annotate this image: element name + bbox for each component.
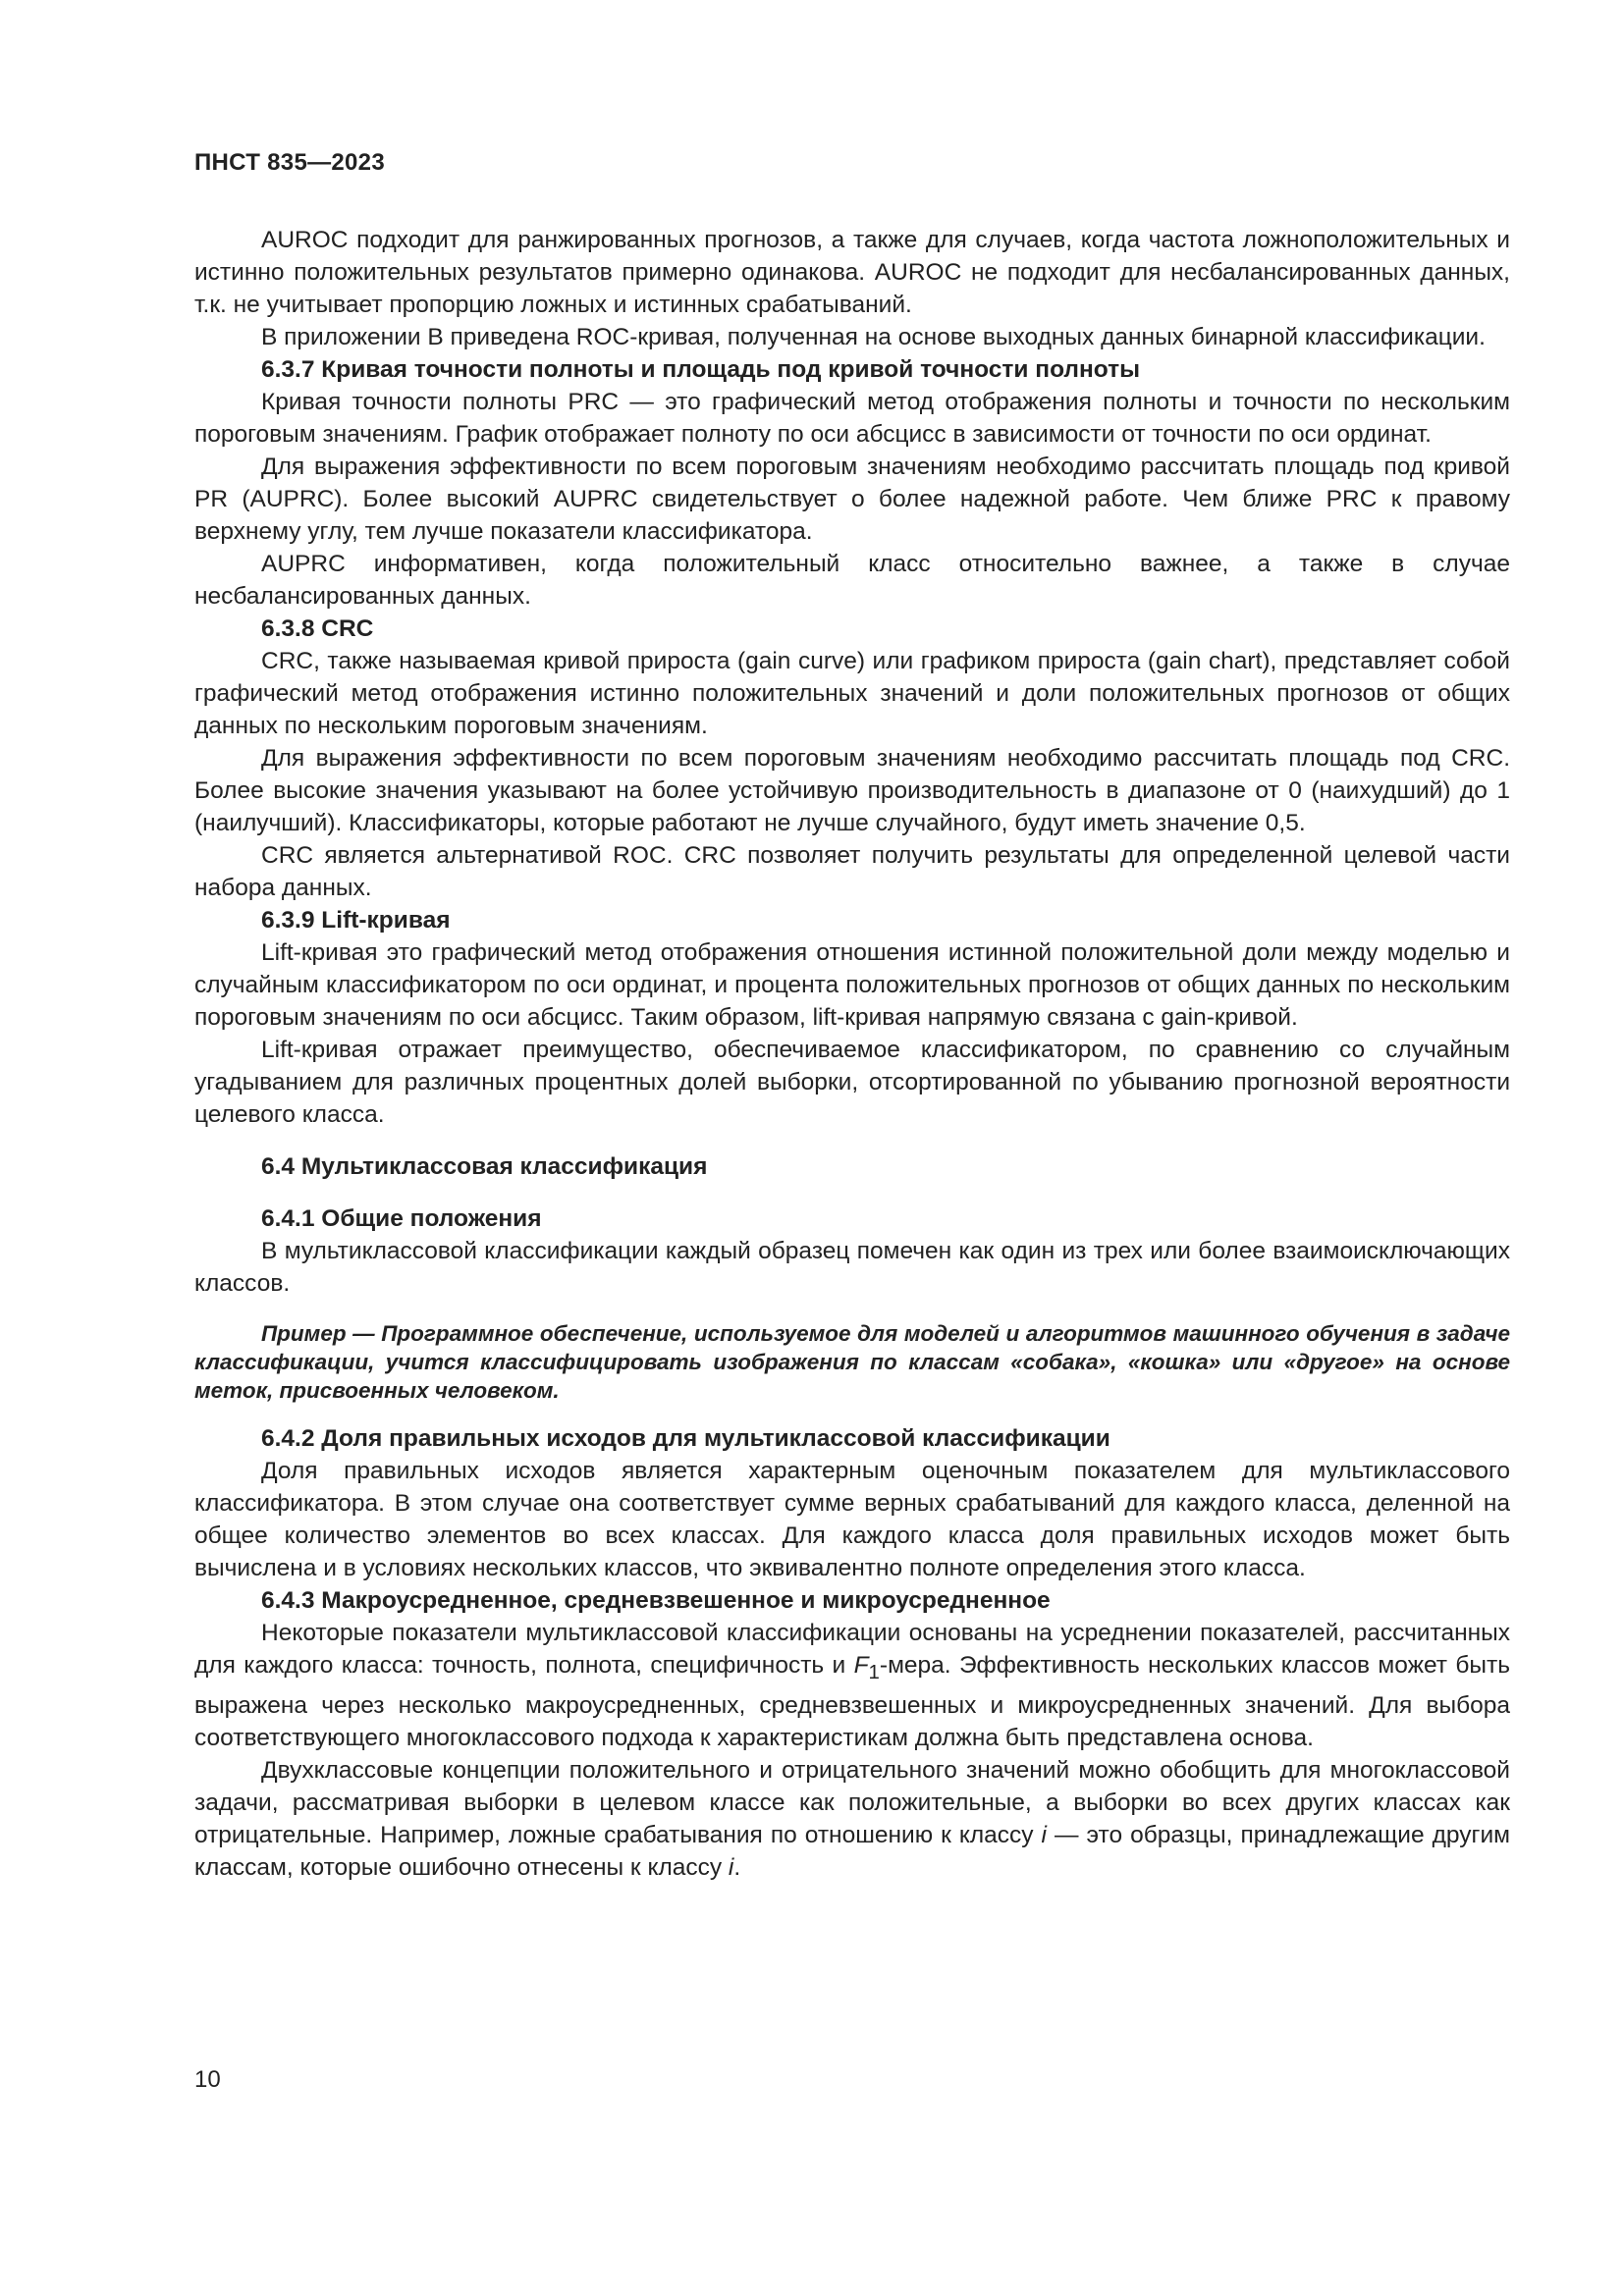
paragraph-lift-advantage: Lift-кривая отражает преимущество, обеспечиваемое классификатором, по сравнению со случайным угадыванием для различных процентных долей выборки, отсортированной по убыванию прогнозной вероятности целевого класса. <box>194 1037 1510 1128</box>
paragraph-crc-definition: CRC, также называемая кривой прироста (gain curve) или графиком прироста (gain chart), представляет собой графический метод отображения истинно положительных значений и доли положительных прогнозов от общих данных по нескольким пороговым значениям. <box>194 648 1510 739</box>
section-heading-6-3-7: 6.3.7 Кривая точности полноты и площадь под кривой точности полноты <box>261 356 1141 383</box>
paragraph-two-class-generalization <box>194 1754 1510 1884</box>
paragraph-auprc: Для выражения эффективности по всем пороговым значениям необходимо рассчитать площадь под кривой PR (AUPRC). Более высокий AUPRC свидетельствует о более надежной работе. Чем ближе PRC к правому верхнему углу, тем лучше показатели классификатора. <box>194 454 1510 545</box>
paragraph-averaging-metrics <box>194 1617 1510 1754</box>
section-heading-6-4: 6.4 Мультиклассовая классификация <box>261 1153 708 1180</box>
paragraph-multiclass-definition: В мультиклассовой классификации каждый образец помечен как один из трех или более взаимоисключающих классов. <box>194 1238 1510 1297</box>
paragraph-generalization-part-c: . <box>733 1853 741 1881</box>
paragraph-prc-definition: Кривая точности полноты PRC — это графический метод отображения полноты и точности по нескольким пороговым значениям. График отображает полноту по оси абсцисс в зависимости от точности по оси ординат. <box>194 389 1510 448</box>
section-heading-6-4-3: 6.4.3 Макроусредненное, средневзвешенное и микроусредненное <box>261 1587 1051 1614</box>
section-heading-6-4-2: 6.4.2 Доля правильных исходов для мультиклассовой классификации <box>261 1425 1110 1452</box>
paragraph-generalization-part-a: Двухклассовые концепции положительного и отрицательного значений можно обобщить для многоклассовой задачи, рассматривая выборки в целевом классе как положительные, а выборки во всех других классах как отрицательные. Например, ложные срабатывания по отношению к классу <box>194 1756 1510 1848</box>
example-note: Пример — Программное обеспечение, используемое для моделей и алгоритмов машинного обучения в задаче классификации, учится классифицировать изображения по классам «собака», «кошка» или «другое» на основе меток, присвоенных человеком. <box>194 1321 1510 1403</box>
paragraph-lift-definition: Lift-кривая это графический метод отображения отношения истинной положительной доли между моделью и случайным классификатором по оси ординат, и процента положительных прогнозов от общих данных по нескольким пороговым значениям по оси абсцисс. Таким образом, lift-кривая напрямую связана с gain-кривой. <box>194 939 1510 1031</box>
paragraph-averaging-part-a: Некоторые показатели мультиклассовой классификации основаны на усреднении показателей, рассчитанных для каждого класса: точность, полнота, специфичность и <box>194 1620 1510 1679</box>
paragraph-auprc-informative: AUPRC информативен, когда положительный класс относительно важнее, а также в случае несбалансированных данных. <box>194 551 1510 610</box>
paragraph-crc-area: Для выражения эффективности по всем пороговым значениям необходимо рассчитать площадь под CRC. Более высокие значения указывают на более устойчивую производительность в диапазоне от 0 (наихудший) до 1 (наилучший). Классификаторы, которые работают не лучше случайного, будут иметь значение 0,5. <box>194 745 1510 836</box>
section-heading-6-3-8: 6.3.8 CRC <box>261 615 374 642</box>
f-measure-subscript: 1 <box>868 1661 880 1683</box>
page-number: 10 <box>194 2066 221 2093</box>
paragraph-roc-appendix: В приложении В приведена ROC-кривая, полученная на основе выходных данных бинарной классификации. <box>261 324 1486 350</box>
section-heading-6-3-9: 6.3.9 Lift-кривая <box>261 907 451 934</box>
paragraph-averaging-part-b: -мера. Эффективность нескольких классов может быть выражена через несколько макроусредненных, средневзвешенных и микроусредненных значений. Для выбора соответствующего многоклассового подхода к характеристикам должна быть представлена основа. <box>194 1652 1510 1751</box>
section-heading-6-4-1: 6.4.1 Общие положения <box>261 1205 542 1232</box>
paragraph-crc-alternative: CRC является альтернативой ROC. CRC позволяет получить результаты для определенной целевой части набора данных. <box>194 842 1510 901</box>
document-code-header: ПНСТ 835—2023 <box>194 149 385 176</box>
paragraph-multiclass-accuracy: Доля правильных исходов является характерным оценочным показателем для мультиклассового классификатора. В этом случае она соответствует сумме верных срабатываний для каждого класса, деленной на общее количество элементов во всех классах. Для каждого класса доля правильных исходов может быть вычислена и в условиях нескольких классов, что эквивалентно полноте определения этого класса. <box>194 1458 1510 1581</box>
f-measure-symbol: F <box>853 1652 869 1679</box>
document-body <box>194 224 1510 1884</box>
paragraph-auroc-suitability: AUROC подходит для ранжированных прогнозов, а также для случаев, когда частота ложноположительных и истинно положительных результатов примерно одинакова. AUROC не подходит для несбалансированных данных, т.к. не учитывает пропорцию ложных и истинных срабатываний. <box>194 227 1510 318</box>
paragraph-generalization-part-b: — это образцы, принадлежащие другим классам, которые ошибочно отнесены к классу <box>194 1821 1510 1881</box>
class-index-symbol-2: i <box>728 1853 734 1881</box>
class-index-symbol: i <box>1041 1821 1047 1848</box>
